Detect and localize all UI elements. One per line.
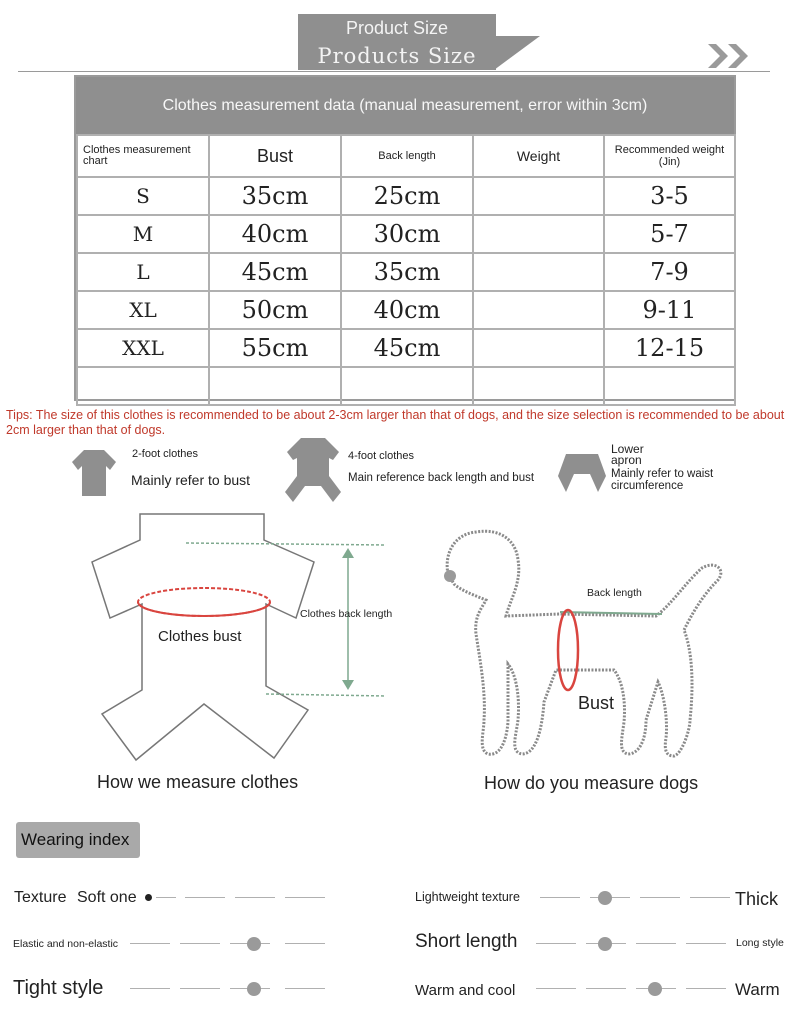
scale-elastic (130, 934, 330, 954)
clothes-back-length-label: Clothes back length (300, 608, 393, 620)
dog-caption: How do you measure dogs (484, 773, 699, 793)
rec-cell: 3-5 (604, 177, 735, 215)
size-cell: M (77, 215, 209, 253)
rec-cell: 12-15 (604, 329, 735, 367)
rec-cell: 9-11 (604, 291, 735, 329)
back-cell: 35cm (341, 253, 473, 291)
table-row (77, 215, 735, 253)
dog-bust-label: Bust (578, 693, 615, 713)
scale-label-thick: Thick (735, 889, 779, 909)
scale-label-long: Long style (736, 937, 784, 949)
table-row-empty (77, 367, 735, 405)
garment-note: Main reference back length and bust (348, 472, 535, 484)
table-row (77, 329, 735, 367)
scale-marker (145, 894, 152, 901)
weight-cell (473, 253, 604, 291)
scale-label-texture: Texture (14, 889, 67, 906)
header-title: Product Size (345, 18, 449, 38)
scale-warmth (536, 979, 732, 999)
scale-marker (247, 937, 261, 951)
clothes-caption: How we measure clothes (97, 772, 299, 792)
lower-apron-icon (556, 452, 608, 496)
back-cell: 25cm (341, 177, 473, 215)
back-cell: 45cm (341, 329, 473, 367)
table-row (77, 253, 735, 291)
scale-marker (247, 982, 261, 996)
scale-label-warm: Warm (735, 980, 780, 999)
clothes-bust-label: Clothes bust (158, 628, 242, 645)
bust-cell: 55cm (209, 329, 341, 367)
dog-diagram (436, 524, 736, 764)
banner-tail (494, 36, 540, 70)
header-banner (298, 14, 496, 70)
two-leg-shirt-icon (70, 448, 118, 498)
scale-lightweight (540, 888, 730, 908)
scale-marker (648, 982, 662, 996)
bust-cell: 40cm (209, 215, 341, 253)
scale-label-elastic: Elastic and non-elastic (13, 938, 119, 950)
scale-marker (598, 937, 612, 951)
scale-tight (130, 979, 330, 999)
size-cell: XL (77, 291, 209, 329)
garment-name: 4-foot clothes (348, 450, 415, 462)
col-bust: Bust (209, 135, 341, 177)
header-divider (18, 71, 770, 72)
col-back-length: Back length (341, 135, 473, 177)
garment-name: 2-foot clothes (132, 448, 199, 460)
size-grid (76, 134, 736, 406)
rec-cell: 5-7 (604, 215, 735, 253)
scale-label-short: Short length (415, 931, 518, 952)
bust-cell: 50cm (209, 291, 341, 329)
clothes-diagram (86, 508, 406, 770)
table-header-row (77, 135, 735, 177)
weight-cell (473, 177, 604, 215)
bust-cell: 35cm (209, 177, 341, 215)
size-cell: S (77, 177, 209, 215)
col-recommended-weight: Recommended weight (Jin) (604, 135, 735, 177)
col-weight: Weight (473, 135, 604, 177)
bust-cell: 45cm (209, 253, 341, 291)
col-chart: Clothes measurement chart (77, 135, 209, 177)
scale-texture (140, 888, 330, 908)
weight-cell (473, 215, 604, 253)
table-row (77, 177, 735, 215)
garment-note: Mainly refer to bust (131, 472, 251, 488)
scale-label-lightweight: Lightweight texture (415, 890, 520, 904)
four-leg-suit-icon (283, 436, 343, 504)
table-caption: Clothes measurement data (manual measurement, error within 3cm) (76, 77, 734, 134)
scale-marker (598, 891, 612, 905)
weight-cell (473, 329, 604, 367)
weight-cell (473, 291, 604, 329)
wearing-index-title: Wearing index (16, 822, 140, 858)
garment-name: Lower apron (611, 442, 644, 467)
rec-cell: 7-9 (604, 253, 735, 291)
scale-label-warm-cool: Warm and cool (415, 982, 516, 999)
size-tips: Tips: The size of this clothes is recommended to be about 2-3cm larger than that of dogs, and the size selection is recommended to be about 2cm larger than that of dogs. (6, 408, 785, 437)
dog-back-length-label: Back length (587, 587, 642, 599)
header-subtitle: Products Size (317, 44, 477, 68)
scale-label-tight: Tight style (13, 977, 104, 999)
scale-length (536, 934, 732, 954)
size-table (74, 75, 736, 401)
scale-label-soft: Soft one (77, 889, 137, 906)
double-chevron-right-icon (706, 42, 756, 70)
table-row (77, 291, 735, 329)
garment-note: Mainly refer to waist circumference (611, 468, 714, 492)
size-cell: L (77, 253, 209, 291)
back-cell: 30cm (341, 215, 473, 253)
size-cell: XXL (77, 329, 209, 367)
back-cell: 40cm (341, 291, 473, 329)
